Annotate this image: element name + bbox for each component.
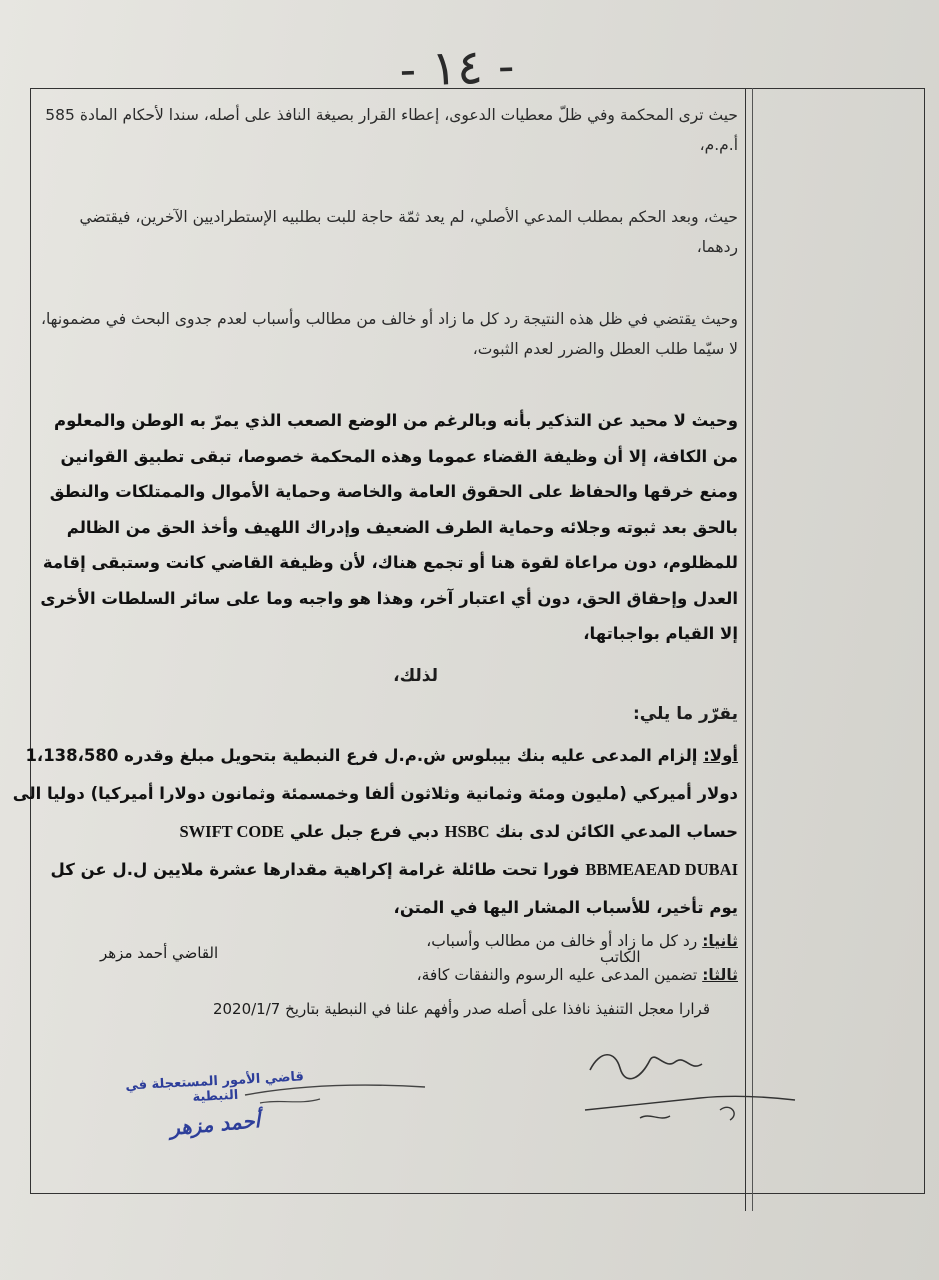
bank-name: HSBC — [444, 822, 490, 841]
ruling-item-3-text: تضمين المدعى عليه الرسوم والنفقات كافة، — [416, 966, 703, 984]
ruling-item-2 — [426, 932, 738, 950]
ruling-item-1-line-4b: فورا تحت طائلة غرامة إكراهية مقدارها عشرة ملايين ل.ل عن كل — [50, 860, 586, 879]
ruling-item-1-line-3b: دبي فرع جبل علي — [284, 822, 445, 841]
paragraph-4: وحيث لا محيد عن التذكير بأنه وبالرغم من الوضع الصعب الذي يمرّ به الوطن والمعلوم من الكافة، إلا أن وظيفة القضاء عموما وهذه المحكمة خصوصا، تبقى تطبيق القوانين ومنع خرقها والحفاظ على الحقوق العامة والخاصة وحماية الأموال والممتلكات والنطق بالحق بعد ثبوته وجلائه وحماية الطرف الضعيف وإدراك اللهيف وأخذ الحق من الظالم للمظلوم، دون مراعاة لقوة هنا أو تجمع هناك، لأن وظيفة القاضي كانت وستبقى إقامة العدل وإحقاق الحق، دون أي اعتبار آخر، وهذا هو واجبه وما على سائر السلطات الأخرى إلا القيام بواجباتها، — [40, 411, 738, 643]
paragraph-2: حيث، وبعد الحكم بمطلب المدعي الأصلي، لم يعد ثمّة حاجة للبت بطلبيه الإستطراديين الآخرين، فيقتضي ردهما، — [79, 208, 738, 256]
heading-decides: يقرّر ما يلي: — [632, 704, 738, 724]
ruling-item-1-line-1 — [25, 737, 738, 775]
ruling-item-1-line-3a: حساب المدعي الكائن لدى بنك — [489, 822, 738, 841]
ruling-item-1-line-3 — [38, 813, 738, 851]
ruling-item-1-line-2: دولار أميركي (مليون ومئة وثمانية وثلاثون ألفا وخمسمئة وثمانون دولارا أميركيا) دوليا الى — [12, 784, 738, 803]
court-stamp — [110, 1070, 320, 1150]
verdict-date-line: قرارا معجل التنفيذ نافذا على أصله صدر وأفهم علنا في النبطية بتاريخ 2020/1/7 — [212, 1000, 710, 1018]
page-number: - ١٤ - — [398, 38, 516, 98]
ruling-item-2-text: رد كل ما زاد أو خالف من مطالب وأسباب، — [426, 932, 703, 950]
heading-therefore: لذلك، — [393, 666, 438, 686]
ruling-item-1 — [12, 737, 738, 927]
swift-code-label: SWIFT CODE — [179, 822, 285, 841]
clerk-label: الكاتب — [600, 948, 641, 966]
judge-name: القاضي أحمد مزهر — [100, 944, 219, 962]
swift-bic: BBMEAEAD DUBAI — [585, 860, 738, 879]
paragraph-3: وحيث يقتضي في ظل هذه النتيجة رد كل ما زاد أو خالف من مطالب وأسباب لعدم جدوى البحث في مضمونها، لا سيّما طلب العطل والضرر لعدم الثبوت، — [40, 310, 738, 358]
ruling-item-1-label: أولا: — [703, 746, 738, 765]
ruling-item-2-label: ثانيا: — [702, 932, 738, 950]
paragraph-1: حيث ترى المحكمة وفي ظلّ معطيات الدعوى، إعطاء القرار بصيغة النافذ على أصله، سندا لأحكام المادة 585 أ.م.م، — [45, 106, 738, 154]
ruling-item-1-line-4 — [38, 851, 738, 889]
ruling-item-3-label: ثالثا: — [702, 966, 738, 984]
ruling-item-1-line-5: يوم تأخير، للأسباب المشار اليها في المتن، — [393, 898, 738, 917]
stamp-title: قاضي الأمور المستعجلة في النبطية — [125, 1069, 305, 1106]
ruling-item-1-text: إلزام المدعى عليه بنك بيبلوس ش.م.ل فرع النبطية بتحويل مبلغ وقدره 1،138،580 — [25, 746, 704, 765]
clerk-signature — [580, 1040, 810, 1130]
ruling-item-3 — [417, 966, 738, 984]
stamp-name: أحمد مزهر — [168, 1108, 262, 1140]
